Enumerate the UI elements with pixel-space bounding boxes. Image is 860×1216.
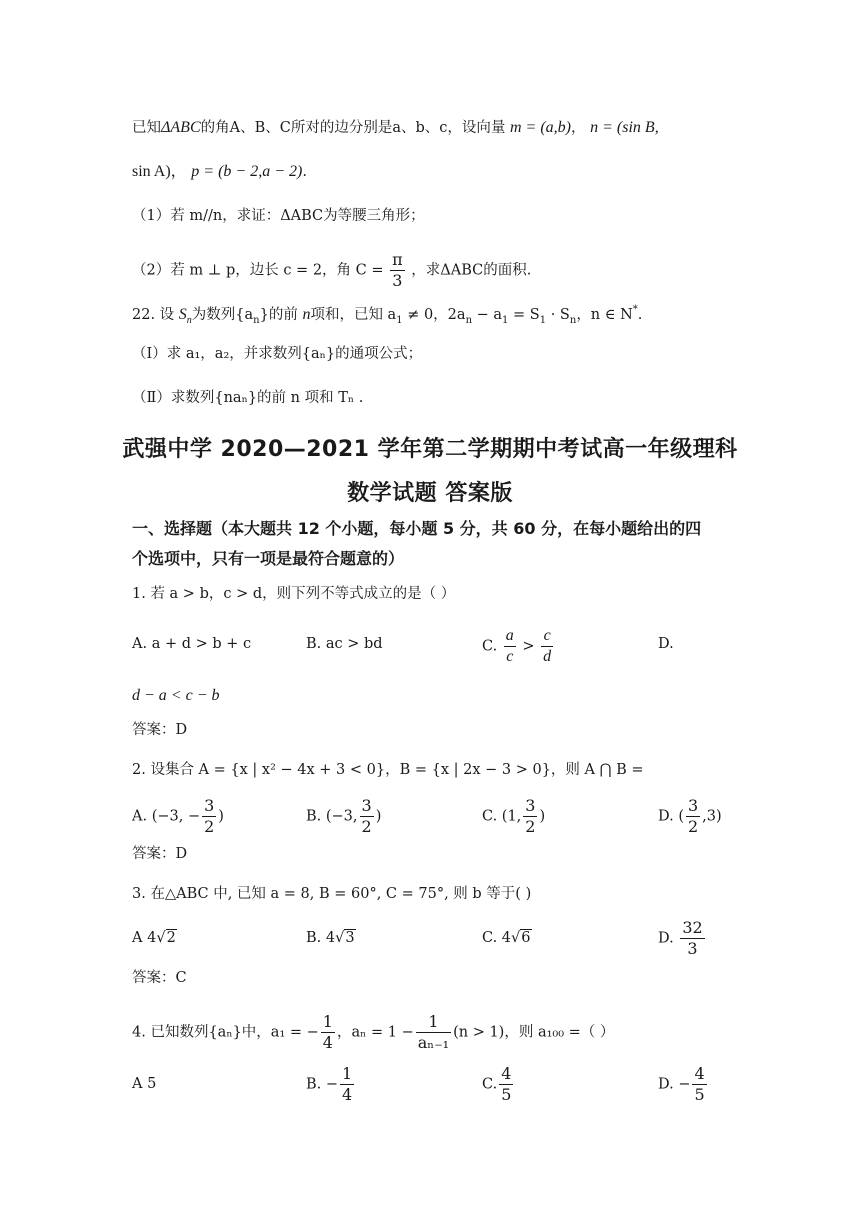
q21-stem-line1: 已知ΔABC的角A、B、C所对的边分别是a、b、c，设向量 m = (a,b)， n = (sin B, [132, 119, 659, 136]
q4-stem: 4. 已知数列{aₙ}中，a₁ = − $\frac{1}{4}$ ，aₙ = 1 − $\frac{1}{\text{aₙ₋₁}}$ (n > 1)，则 a₁₀₀ =（ ） [132, 1012, 615, 1052]
q1-answer: 答案：D [132, 722, 188, 738]
q2-option-c: C. (1, $\frac{3}{2}$ ) [482, 796, 546, 836]
q4-option-d: D. − $\frac{4}{5}$ [658, 1064, 705, 1104]
q22-part1: （Ⅰ）求 a₁，a₂，并求数列{aₙ}的通项公式； [132, 346, 423, 362]
q3-option-a: A 4√2 [132, 930, 176, 946]
q3-option-c: C. 4√6 [482, 930, 531, 946]
q1-option-d-value: d − a < c − b [132, 687, 220, 704]
q2-option-d: D. ( $\frac{3}{2}$ ,3) [658, 796, 722, 836]
q21-part1: （1）若 m//n，求证：ΔABC为等腰三角形； [132, 208, 425, 224]
vector-m: m = (a,b) [510, 119, 572, 136]
q4-option-a: A 5 [132, 1076, 157, 1092]
q1-stem: 1. 若 a > b，c > d，则下列不等式成立的是（ ） [132, 586, 456, 602]
q2-option-b: B. (−3, $\frac{3}{2}$ ) [306, 796, 382, 836]
q1-option-a: A. a + d > b + c [132, 636, 252, 652]
q1-option-b: B. ac > bd [306, 636, 383, 652]
q1-option-c: C. $\frac{a}{c}$ > $\frac{c}{d}$ [482, 627, 552, 665]
q4-option-c: C. $\frac{4}{5}$ [482, 1064, 512, 1104]
exam-title-line1: 武强中学 2020—2021 学年第二学期期中考试高一年级理科 [122, 437, 738, 462]
q22-part2: （Ⅱ）求数列{naₙ}的前 n 项和 Tₙ . [132, 390, 364, 406]
q3-option-b: B. 4√3 [306, 930, 355, 946]
triangle-abc: ΔABC [161, 119, 201, 136]
q22-stem: 22. 设 $S_n$为数列$\{a_n\}$的前 n项和，已知 $a_1 \ne 0$，$2a_n - a_1 = S_1 \cdot S_n$，n ∈ N*. [132, 304, 643, 326]
exam-title-line2: 数学试题 答案版 [347, 481, 513, 506]
q3-stem: 3. 在△ABC 中, 已知 a = 8, B = 60°, C = 75°, 则 b 等于( ) [132, 886, 532, 902]
q2-answer: 答案：D [132, 846, 188, 862]
q3-option-d: D. $\frac{32}{3}$ [658, 918, 703, 958]
q21-stem-line2: sin A)， p = (b − 2,a − 2). [132, 163, 307, 180]
section-header-line1: 一、选择题（本大题共 12 个小题，每小题 5 分，共 60 分，在每小题给出的四 [132, 519, 702, 538]
pi-over-3: $\frac{\pi}{3}$ [392, 250, 403, 290]
vector-n: n = (sin B, [590, 119, 659, 136]
q1-option-d: D. [658, 636, 674, 652]
q2-stem: 2. 设集合 A = {x | x² − 4x + 3 < 0}，B = {x | 2x − 3 > 0}，则 A ⋂ B = [132, 762, 644, 778]
q2-option-a: A. (−3, − $\frac{3}{2}$ ) [132, 796, 224, 836]
q3-answer: 答案：C [132, 970, 187, 986]
q21-part2: （2）若 m ⊥ p，边长 c = 2，角 C = $\frac{\pi}{3}$ ，求ΔABC的面积. [132, 250, 532, 290]
vector-p: p = (b − 2,a − 2) [191, 163, 303, 180]
q4-option-b: B. − $\frac{1}{4}$ [306, 1064, 353, 1104]
section-header-line2: 个选项中，只有一项是最符合题意的） [132, 549, 405, 568]
